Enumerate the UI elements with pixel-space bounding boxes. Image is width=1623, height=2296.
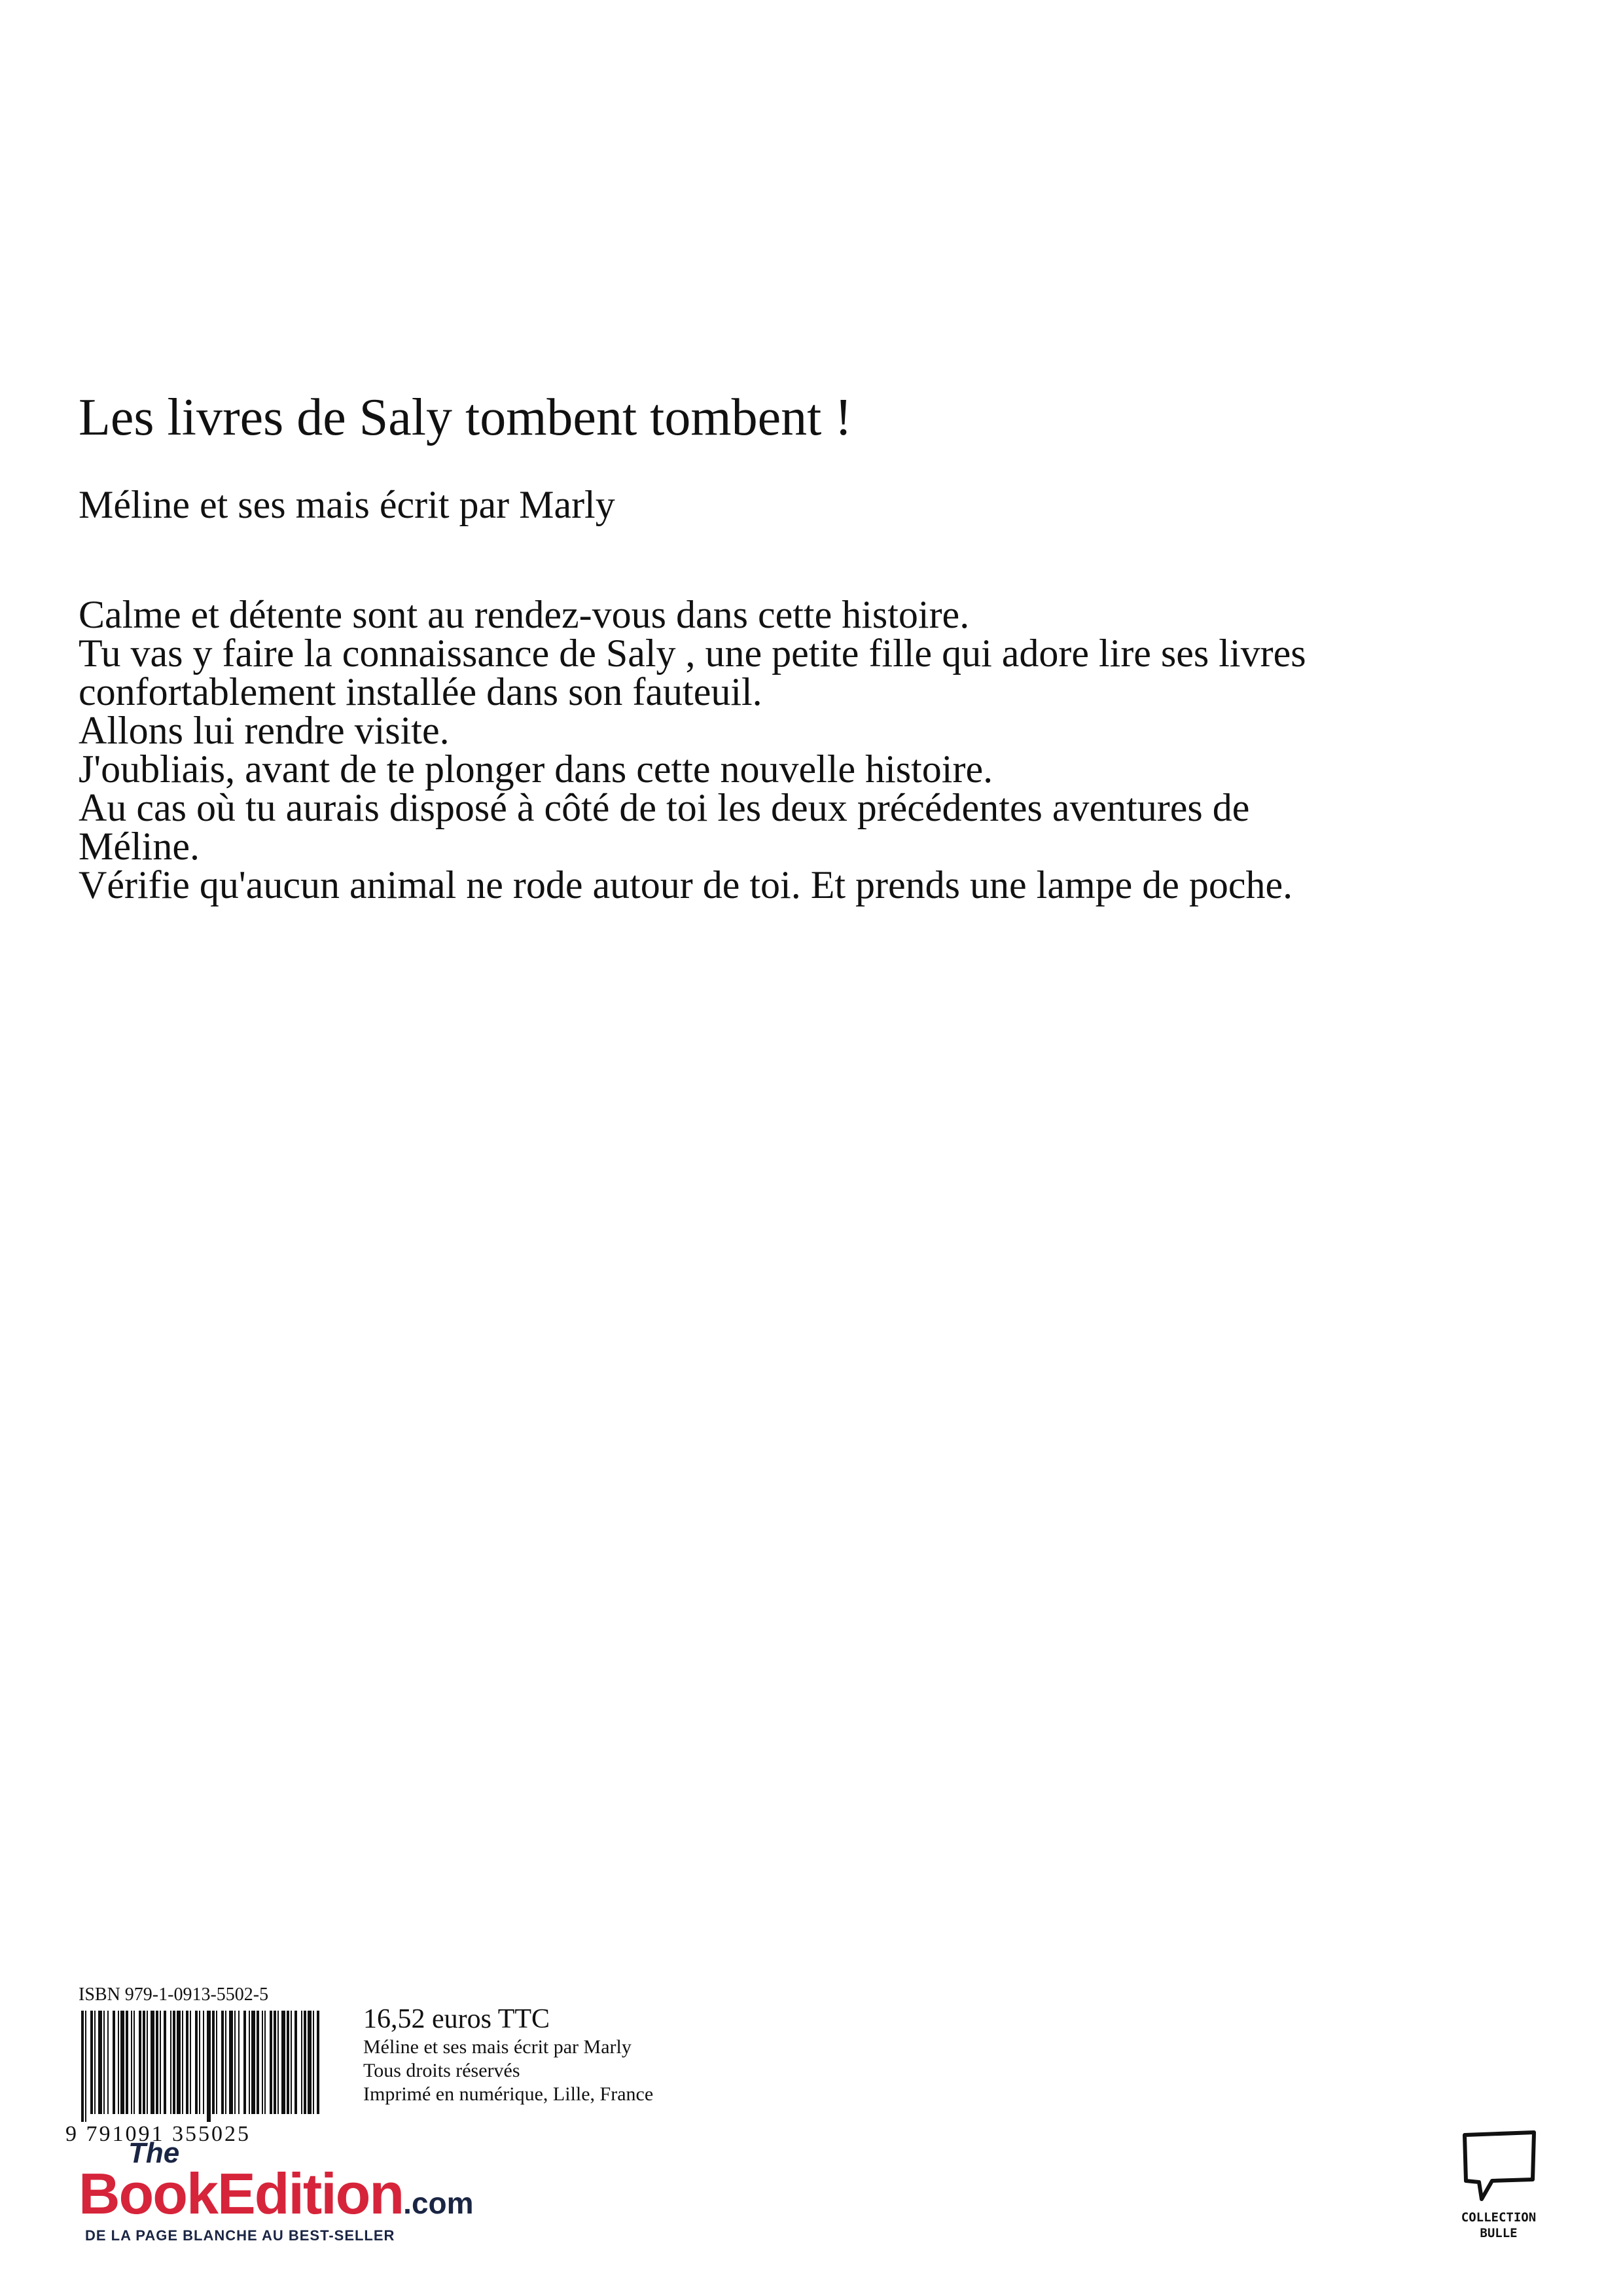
blurb-paragraph: Au cas où tu aurais disposé à côté de toi les deux précédentes aventures de Méline. bbox=[79, 786, 1250, 868]
blurb-paragraph: Tu vas y faire la connaissance de Saly , une petite fille qui adore lire ses livres confortablement installée dans son fauteuil. bbox=[79, 632, 1306, 713]
barcode-icon bbox=[79, 2011, 321, 2122]
book-title: Les livres de Saly tombent tombent ! bbox=[79, 389, 852, 446]
book-subtitle: Méline et ses mais écrit par Marly bbox=[79, 483, 615, 526]
collection-line: COLLECTION bbox=[1461, 2210, 1537, 2225]
blurb-paragraph: J'oubliais, avant de te plonger dans cette nouvelle histoire. bbox=[79, 747, 993, 791]
blurb-paragraph: Calme et détente sont au rendez-vous dans cette histoire. bbox=[79, 593, 970, 636]
logo-name: BookEdition bbox=[79, 2161, 404, 2226]
isbn-label: ISBN 979-1-0913-5502-5 bbox=[79, 1984, 269, 2005]
price: 16,52 euros TTC bbox=[363, 2004, 550, 2034]
logo-the: The bbox=[128, 2137, 180, 2169]
bookedition-logo bbox=[79, 2137, 474, 2244]
blurb-paragraph: Allons lui rendre visite. bbox=[79, 709, 450, 752]
blurb-paragraph: Vérifie qu'aucun animal ne rode autour de toi. Et prends une lampe de poche. bbox=[79, 863, 1293, 906]
collection-bulle-logo bbox=[1453, 2126, 1544, 2257]
back-cover-blurb bbox=[79, 593, 1322, 906]
collection-label bbox=[1453, 2210, 1544, 2241]
logo-tagline: DE LA PAGE BLANCHE AU BEST-SELLER bbox=[85, 2227, 395, 2244]
barcode-digits: 9 791091 355025 bbox=[65, 2122, 251, 2146]
logo-suffix: .com bbox=[403, 2186, 474, 2220]
legal-info bbox=[363, 2003, 653, 2106]
speech-bubble-icon bbox=[1453, 2126, 1544, 2204]
printed-line: Imprimé en numérique, Lille, France bbox=[363, 2083, 654, 2105]
logo-wordmark bbox=[79, 2161, 474, 2227]
legal-title-line: Méline et ses mais écrit par Marly bbox=[363, 2036, 632, 2058]
rights-line: Tous droits réservés bbox=[363, 2060, 520, 2081]
collection-line: BULLE bbox=[1480, 2226, 1518, 2240]
